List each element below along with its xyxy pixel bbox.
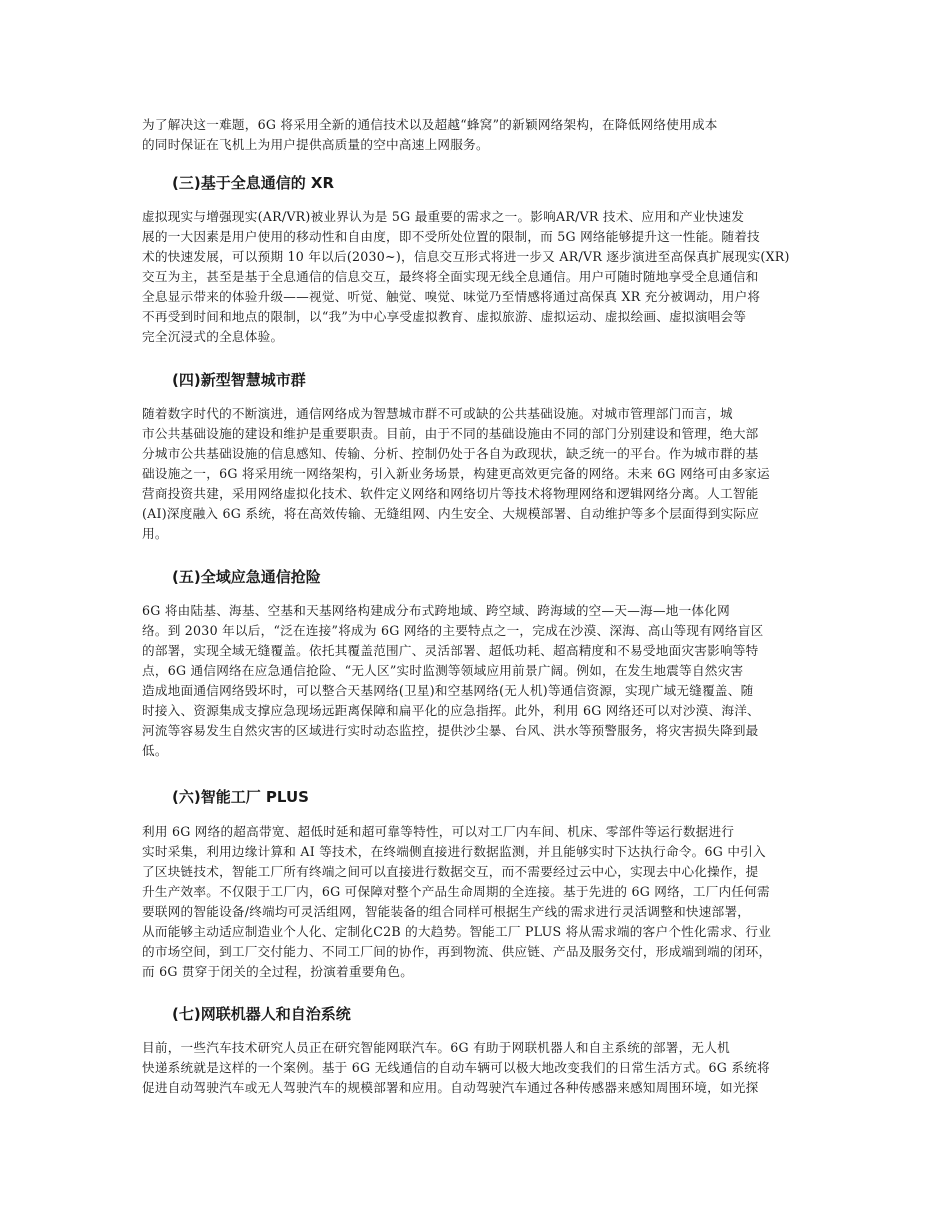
text-line: 为了解决这一难题，6G 将采用全新的通信技术以及超越“蜂窝”的新颖网络架构，在降低网络使用成本: [142, 117, 718, 132]
text-line: 营商投资共建，采用网络虚拟化技术、软件定义网络和网络切片等技术将物理网络和逻辑网络分离。人工智能: [142, 486, 759, 501]
text-line: 目前，一些汽车技术研究人员正在研究智能网联汽车。6G 有助于网联机器人和自主系统的部署，无人机: [142, 1040, 730, 1055]
text-line: 展的一大因素是用户使用的移动性和自由度，即不受所处位置的限制，而 5G 网络能够提升这一性能。随着技: [142, 229, 760, 244]
text-line: 的市场空间，到工厂交付能力、不同工厂间的协作，再到物流、供应链、产品及服务交付，形成端到端的闭环，: [142, 944, 772, 959]
text-line: 升生产效率。不仅限于工厂内，6G 可保障对整个产品生命周期的全连接。基于先进的 6G 网络，工厂内任何需: [142, 884, 770, 899]
text-line: 随着数字时代的不断演进，通信网络成为智慧城市群不可或缺的公共基础设施。对城市管理部门而言，城: [142, 406, 733, 421]
section-heading-robotics: (七)网联机器人和自治系统: [172, 1005, 351, 1023]
paragraph-airline-internet: [142, 115, 718, 155]
text-line: 从而能够主动适应制造业个人化、定制化C2B 的大趋势。智能工厂 PLUS 将从需求端的客户个性化需求、行业: [142, 924, 772, 939]
text-line: 的部署，实现全域无缝覆盖。依托其覆盖范围广、灵活部署、超低功耗、超高精度和不易受地面灾害影响等特: [142, 643, 759, 658]
paragraph-robotics: [142, 1038, 770, 1098]
text-line: 术的快速发展，可以预期 10 年以后(2030~)，信息交互形式将进一步又 AR/VR 逐步演进至高保真扩展现实(XR): [142, 249, 790, 264]
text-line: 时接入、资源集成支撑应急现场远距离保障和扁平化的应急指挥。此外，利用 6G 网络还可以对沙漠、海洋、: [142, 703, 760, 718]
paragraph-smart-factory: [142, 822, 771, 982]
text-line: 完全沉浸式的全息体验。: [142, 329, 284, 344]
text-line: 快递系统就是这样的一个案例。基于 6G 无线通信的自动车辆可以极大地改变我们的日常生活方式。6G 系统将: [142, 1060, 770, 1075]
text-line: 6G 将由陆基、海基、空基和天基网络构建成分布式跨地域、跨空域、跨海域的空—天—海—地一体化网: [142, 603, 730, 618]
text-line: 的同时保证在飞机上为用户提供高质量的空中高速上网服务。: [142, 137, 489, 152]
paragraph-smart-city: [142, 404, 770, 544]
text-line: 而 6G 贯穿于闭关的全过程，扮演着重要角色。: [142, 964, 414, 979]
section-heading-xr: (三)基于全息通信的 XR: [172, 174, 335, 192]
text-line: 不再受到时间和地点的限制，以“我”为中心享受虚拟教育、虚拟旅游、虚拟运动、虚拟绘画、虚拟演唱会等: [142, 309, 747, 324]
text-line: 虚拟现实与增强现实(AR/VR)被业界认为是 5G 最重要的需求之一。影响AR/VR 技术、应用和产业快速发: [142, 209, 745, 224]
text-line: 分城市公共基础设施的信息感知、传输、分析、控制仍处于各自为政现状，缺乏统一的平台。作为城市群的基: [142, 446, 759, 461]
text-line: 全息显示带来的体验升级——视觉、听觉、触觉、嗅觉、味觉乃至情感将通过高保真 XR 充分被调动，用户将: [142, 289, 761, 304]
text-line: 实时采集，利用边缘计算和 AI 等技术，在终端侧直接进行数据监测，并且能够实时下达执行命令。6G 中引入: [142, 844, 766, 859]
text-line: 了区块链技术，智能工厂所有终端之间可以直接进行数据交互，而不需要经过云中心，实现去中心化操作，提: [142, 864, 759, 879]
section-heading-emergency: (五)全域应急通信抢险: [172, 568, 321, 586]
section-heading-smart-city: (四)新型智慧城市群: [172, 371, 306, 389]
paragraph-xr: [142, 207, 790, 347]
paragraph-emergency: [142, 601, 763, 761]
text-line: 利用 6G 网络的超高带宽、超低时延和超可靠等特性，可以对工厂内车间、机床、零部件等运行数据进行: [142, 824, 735, 839]
text-line: 络。到 2030 年以后，“泛在连接”将成为 6G 网络的主要特点之一，完成在沙漠、深海、高山等现有网络盲区: [142, 623, 764, 638]
text-line: (AI)深度融入 6G 系统，将在高效传输、无缝组网、内生安全、大规模部署、自动维护等多个层面得到实际应: [142, 506, 760, 521]
text-line: 低。: [142, 743, 168, 758]
text-line: 要联网的智能设备/终端均可灵活组网，智能装备的组合同样可根据生产线的需求进行灵活调整和快速部署，: [142, 904, 751, 919]
section-heading-smart-factory: (六)智能工厂 PLUS: [172, 788, 309, 806]
text-line: 河流等容易发生自然灾害的区域进行实时动态监控，提供沙尘暴、台风、洪水等预警服务，将灾害损失降到最: [142, 723, 759, 738]
text-line: 促进自动驾驶汽车或无人驾驶汽车的规模部署和应用。自动驾驶汽车通过各种传感器来感知周围环境，如光探: [142, 1080, 759, 1095]
text-line: 用。: [142, 526, 168, 541]
text-line: 造成地面通信网络毁坏时，可以整合天基网络(卫星)和空基网络(无人机)等通信资源，实现广域无缝覆盖、随: [142, 683, 754, 698]
text-line: 点，6G 通信网络在应急通信抢险、“无人区”实时监测等领域应用前景广阔。例如，在发生地震等自然灾害: [142, 663, 744, 678]
text-line: 交互为主，甚至是基于全息通信的信息交互，最终将全面实现无线全息通信。用户可随时随地享受全息通信和: [142, 269, 759, 284]
text-line: 础设施之一，6G 将采用统一网络架构，引入新业务场景，构建更高效更完备的网络。未来 6G 网络可由多家运: [142, 466, 770, 481]
text-line: 市公共基础设施的建设和维护是重要职责。目前，由于不同的基础设施由不同的部门分别建设和管理，绝大部: [142, 426, 759, 441]
